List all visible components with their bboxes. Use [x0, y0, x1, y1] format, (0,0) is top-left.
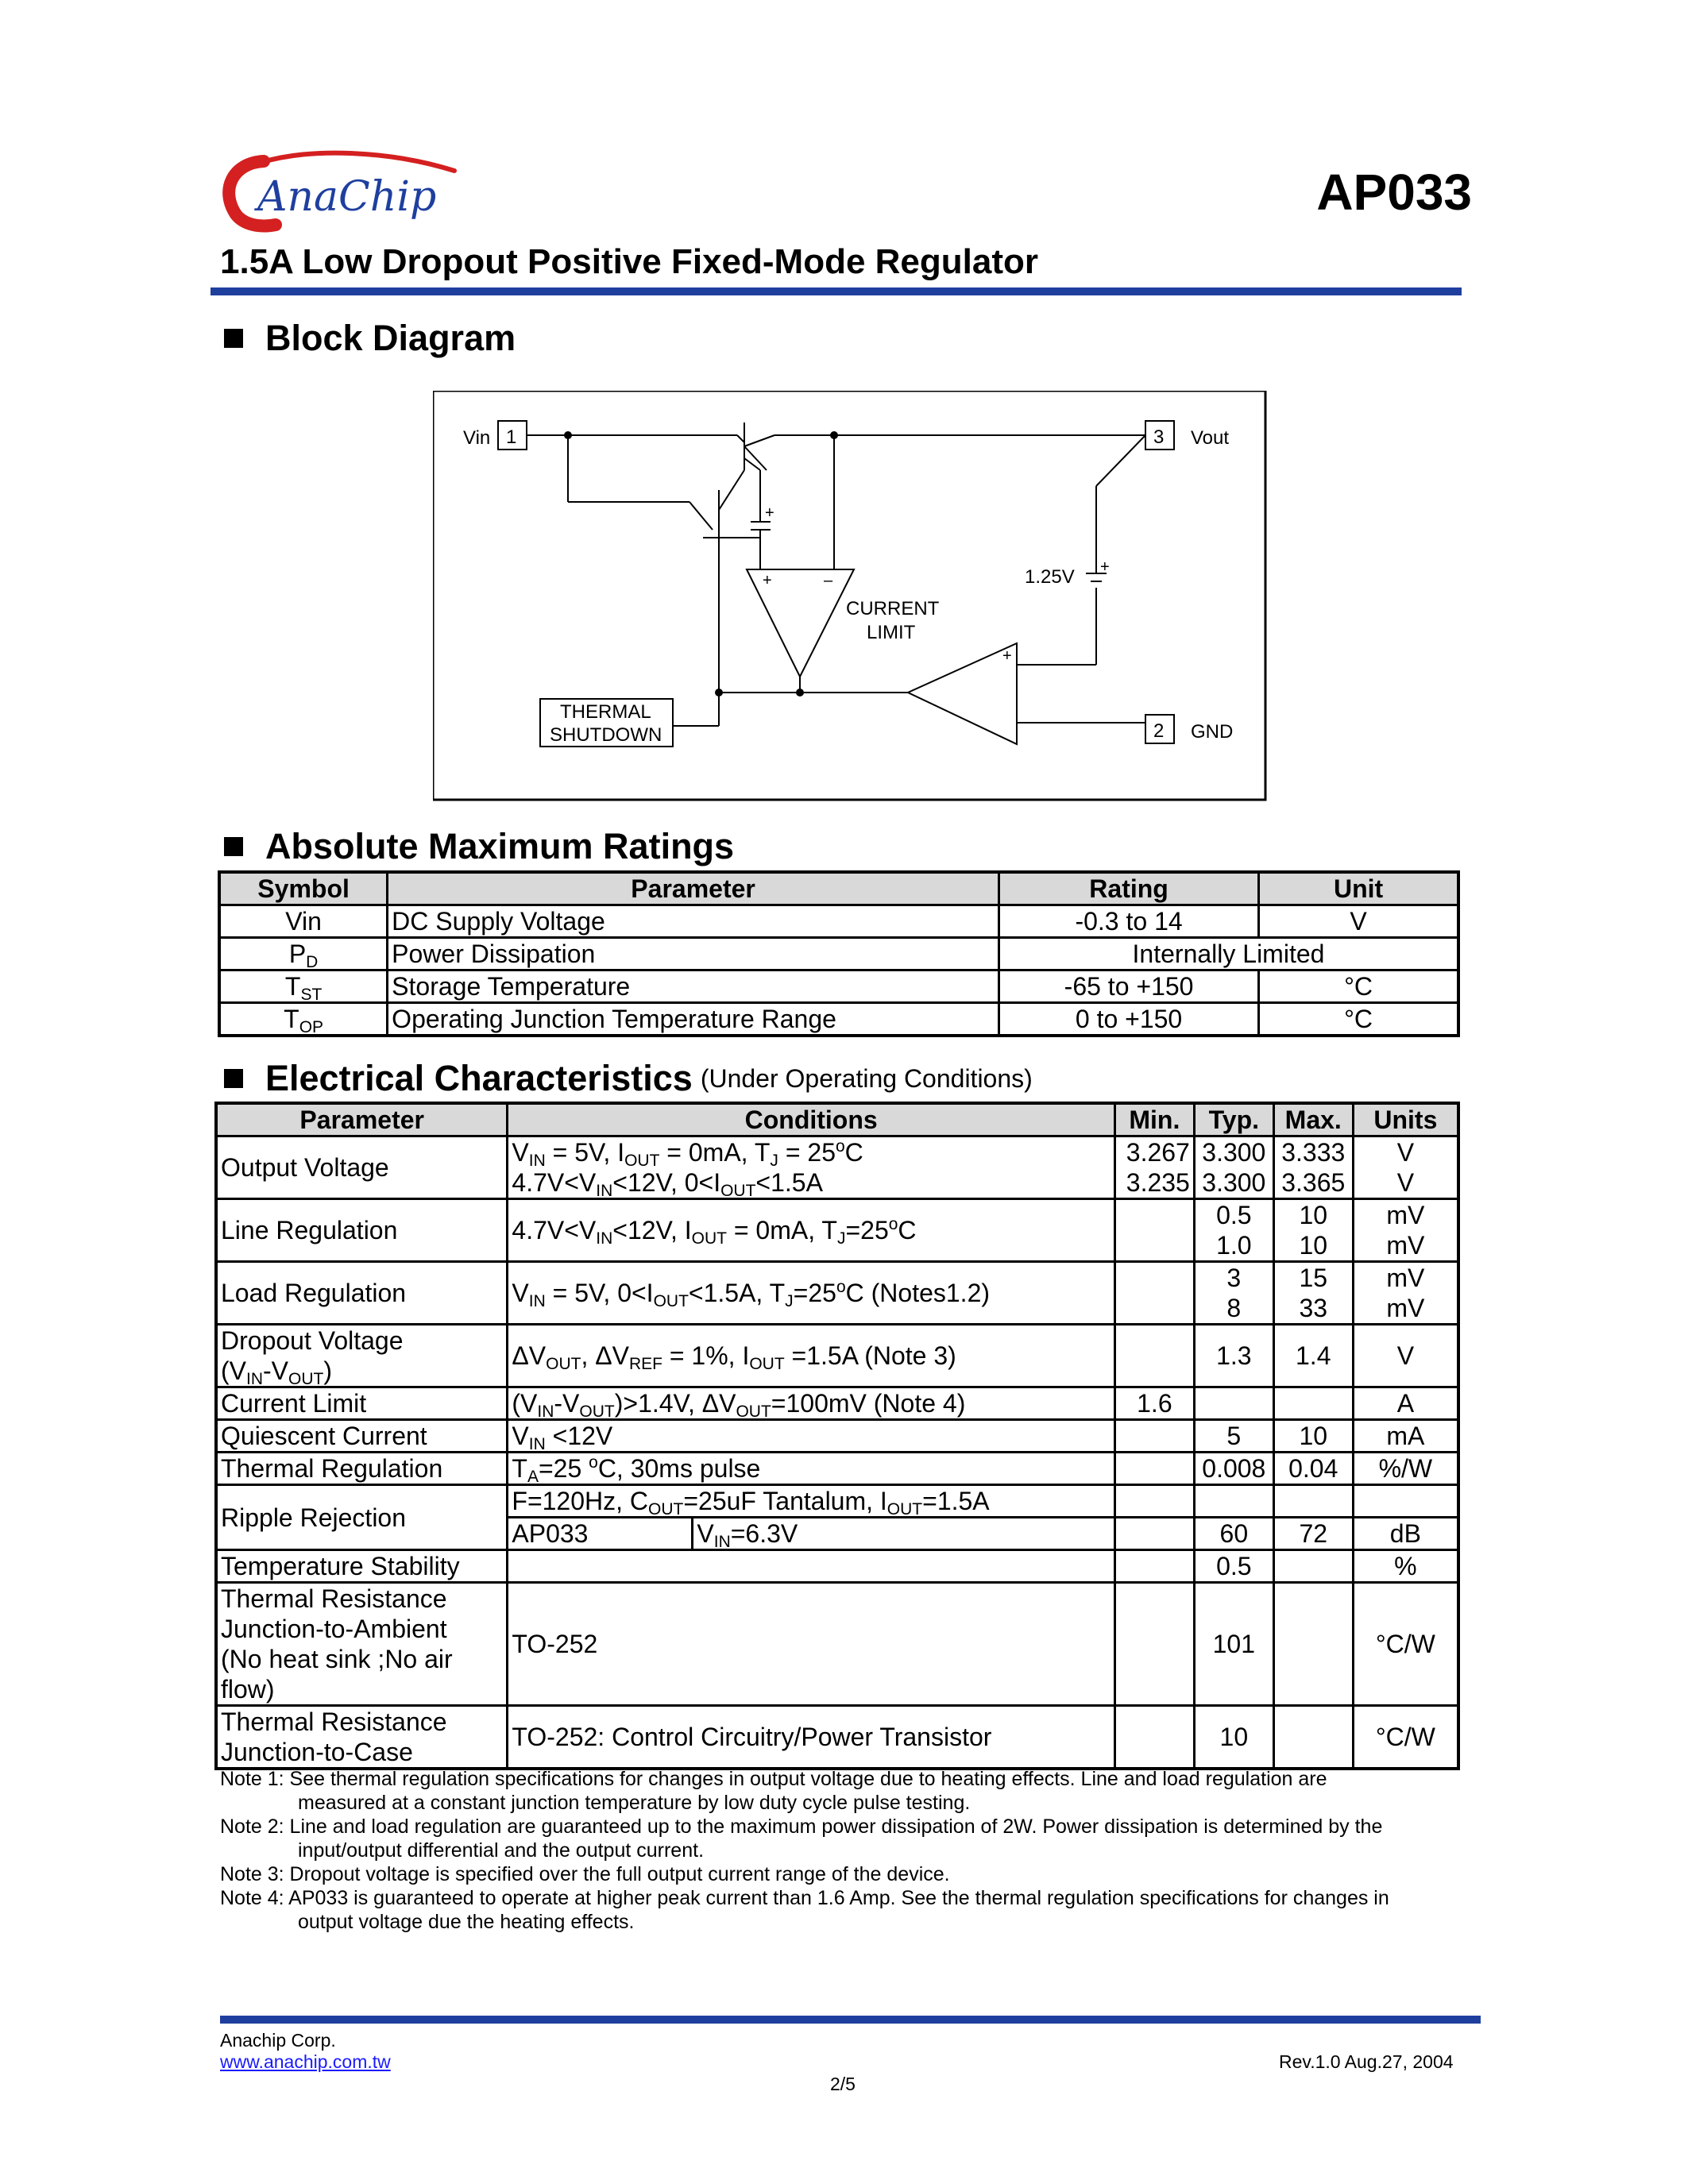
typ-cell: 3 8 — [1194, 1262, 1273, 1325]
abs-max-table — [218, 870, 1460, 1037]
conditions-cell: $V_{IN} = 5V$, $I_{OUT} = 0mA$, $T_J = 25^oC$ $4.7V<V_{IN}<12V$, $0<I_{OUT}<1.5A$ — [508, 1136, 1115, 1199]
rating-cell: Internally Limited — [999, 938, 1458, 970]
min-cell — [1114, 1325, 1194, 1387]
max-cell — [1273, 1583, 1353, 1706]
parameter-cell: Output Voltage — [216, 1136, 508, 1199]
col-header: Parameter — [216, 1103, 508, 1136]
col-header: Symbol — [219, 872, 388, 905]
parameter-cell: Thermal Regulation — [216, 1453, 508, 1485]
bullet-square-icon — [224, 329, 243, 348]
note-4: Note 4: AP033 is guaranteed to operate at higher peak current than 1.6 Amp. See the thermal regulation specifications for changes in output voltage due the heating effects. — [220, 1887, 1389, 1933]
section-title: Electrical Characteristics — [265, 1058, 693, 1098]
units-cell: mV mV — [1353, 1199, 1458, 1262]
table-row — [216, 1583, 1458, 1706]
svg-text:AnaChip: AnaChip — [257, 173, 437, 221]
col-header: Conditions — [508, 1103, 1115, 1136]
plus-sign-1: + — [765, 504, 774, 522]
anachip-logo — [216, 147, 486, 238]
note-3: Note 3: Dropout voltage is specified over the full output current range of the device. — [220, 1863, 950, 1885]
bullet-square-icon — [224, 1069, 243, 1088]
typ-cell: 1.3 — [1194, 1325, 1273, 1387]
max-cell: 1.4 — [1273, 1325, 1353, 1387]
notes-block — [220, 1767, 1475, 1934]
thermal-label-1: THERMAL — [560, 701, 651, 723]
typ-cell: 0.008 — [1194, 1453, 1273, 1485]
conditions-cell: $V_{IN} = 5V$, $0<I_{OUT}<1.5A$, $T_J=25^oC$ (Notes1.2) — [508, 1262, 1115, 1325]
units-cell: % — [1353, 1550, 1458, 1583]
parameter-cell: DC Supply Voltage — [388, 905, 999, 938]
table-row — [219, 1003, 1458, 1036]
table-row — [216, 1387, 1458, 1420]
parameter-cell: Load Regulation — [216, 1262, 508, 1325]
section-electrical — [224, 1058, 1033, 1099]
parameter-cell: Thermal Resistance Junction-to-Ambient (No heat sink ;No air flow) — [216, 1583, 508, 1706]
conditions-cell: TO-252: Control Circuitry/Power Transistor — [508, 1706, 1115, 1769]
col-header: Max. — [1273, 1103, 1353, 1136]
parameter-cell: Ripple Rejection — [216, 1485, 508, 1550]
symbol-cell: $T_{ST}$ — [219, 970, 388, 1003]
units-cell: °C/W — [1353, 1706, 1458, 1769]
units-cell: %/W — [1353, 1453, 1458, 1485]
max-cell — [1273, 1550, 1353, 1583]
unit-cell: °C — [1259, 1003, 1458, 1036]
min-cell — [1114, 1262, 1194, 1325]
typ-cell: 0.5 1.0 — [1194, 1199, 1273, 1262]
units-cell: mV mV — [1353, 1262, 1458, 1325]
note-1: Note 1: See thermal regulation specifications for changes in output voltage due to heating effects. Line and load regulation are measured at a constant junction temperature by low duty cycle pulse testing. — [220, 1768, 1327, 1814]
parameter-cell: Power Dissipation — [388, 938, 999, 970]
table-row — [216, 1706, 1458, 1769]
parameter-cell: Current Limit — [216, 1387, 508, 1420]
typ-cell: 60 — [1194, 1518, 1273, 1550]
symbol-cell: $P_D$ — [219, 938, 388, 970]
footer-company: Anachip Corp. — [220, 2030, 336, 2051]
max-cell: 0.04 — [1273, 1453, 1353, 1485]
section-subtitle: (Under Operating Conditions) — [700, 1063, 1033, 1093]
typ-cell: 3.300 3.300 — [1194, 1136, 1273, 1199]
pin3-number: 3 — [1153, 426, 1165, 448]
typ-cell — [1194, 1485, 1273, 1518]
minus-sign: – — [824, 572, 833, 589]
table-row — [216, 1420, 1458, 1453]
max-cell — [1273, 1706, 1353, 1769]
unit-cell: °C — [1259, 970, 1458, 1003]
typ-cell: 0.5 — [1194, 1550, 1273, 1583]
min-cell — [1114, 1583, 1194, 1706]
reference-voltage-label: 1.25V — [1025, 566, 1075, 588]
table-row — [216, 1325, 1458, 1387]
max-cell: 15 33 — [1273, 1262, 1353, 1325]
max-cell: 3.333 3.365 — [1273, 1136, 1353, 1199]
parameter-cell: Storage Temperature — [388, 970, 999, 1003]
table-row — [216, 1262, 1458, 1325]
parameter-cell: Temperature Stability — [216, 1550, 508, 1583]
document-subtitle: 1.5A Low Dropout Positive Fixed-Mode Regulator — [220, 242, 1039, 281]
table-row — [219, 905, 1458, 938]
max-cell: 72 — [1273, 1518, 1353, 1550]
table-row — [219, 938, 1458, 970]
conditions-cell: TO-252 — [508, 1583, 1115, 1706]
min-cell — [1114, 1453, 1194, 1485]
block-diagram — [433, 391, 1267, 804]
max-cell — [1273, 1387, 1353, 1420]
plus-sign-2: + — [763, 572, 772, 589]
symbol-cell: Vin — [219, 905, 388, 938]
units-cell: V V — [1353, 1136, 1458, 1199]
parameter-cell: Dropout Voltage $(V_{IN}-V_{OUT})$ — [216, 1325, 508, 1387]
typ-cell: 10 — [1194, 1706, 1273, 1769]
pin-vin-label: Vin — [463, 427, 491, 449]
col-header: Rating — [999, 872, 1258, 905]
section-block-diagram — [224, 318, 516, 359]
units-cell: V — [1353, 1325, 1458, 1387]
col-header: Unit — [1259, 872, 1458, 905]
table-header-row — [216, 1103, 1458, 1136]
pin1-number: 1 — [506, 426, 517, 448]
min-cell — [1114, 1706, 1194, 1769]
conditions-cell: $(V_{IN}-V_{OUT})>1.4V$, $\Delta V_{OUT}=100mV$ (Note 4) — [508, 1387, 1115, 1420]
col-header: Typ. — [1194, 1103, 1273, 1136]
electrical-table — [214, 1102, 1460, 1770]
pin-gnd-label: GND — [1191, 721, 1234, 743]
max-cell — [1273, 1485, 1353, 1518]
table-header-row — [219, 872, 1458, 905]
conditions-cell: $\Delta V_{OUT}$, $\Delta V_{REF} = 1\%$, $I_{OUT} =1.5A$ (Note 3) — [508, 1325, 1115, 1387]
conditions-cell: $4.7V<V_{IN}<12V$, $I_{OUT} = 0mA$, $T_J=25^oC$ — [508, 1199, 1115, 1262]
parameter-cell: Operating Junction Temperature Range — [388, 1003, 999, 1036]
col-header: Parameter — [388, 872, 999, 905]
conditions-cell: F=120Hz, $C_{OUT}=25uF$ Tantalum, $I_{OUT}=1.5A$ — [508, 1485, 1115, 1518]
footer-revision: Rev.1.0 Aug.27, 2004 — [1279, 2051, 1454, 2072]
typ-cell: 5 — [1194, 1420, 1273, 1453]
table-row — [216, 1199, 1458, 1262]
footer-website-link[interactable]: www.anachip.com.tw — [220, 2051, 391, 2072]
bullet-square-icon — [224, 837, 243, 856]
pin-vout-label: Vout — [1191, 427, 1230, 449]
table-row — [216, 1453, 1458, 1485]
parameter-cell: Line Regulation — [216, 1199, 508, 1262]
vin-condition: $V_{IN}=6.3V$ — [697, 1519, 798, 1551]
section-title: Absolute Maximum Ratings — [265, 826, 735, 866]
min-cell — [1114, 1420, 1194, 1453]
section-abs-max — [224, 826, 734, 867]
units-cell: A — [1353, 1387, 1458, 1420]
table-row — [216, 1485, 1458, 1518]
table-row — [216, 1136, 1458, 1199]
col-header: Min. — [1114, 1103, 1194, 1136]
rating-cell: -65 to +150 — [999, 970, 1258, 1003]
plus-sign-3: + — [1002, 647, 1012, 665]
min-cell — [1114, 1550, 1194, 1583]
max-cell: 10 — [1273, 1420, 1353, 1453]
min-cell — [1114, 1518, 1194, 1550]
document-id: AP033 — [1316, 164, 1472, 221]
footer-rule — [220, 2016, 1481, 2024]
min-cell: 1.6 — [1114, 1387, 1194, 1420]
units-cell: °C/W — [1353, 1583, 1458, 1706]
parameter-cell: Quiescent Current — [216, 1420, 508, 1453]
rating-cell: 0 to +150 — [999, 1003, 1258, 1036]
conditions-cell — [508, 1550, 1115, 1583]
typ-cell — [1194, 1387, 1273, 1420]
col-header: Units — [1353, 1103, 1458, 1136]
page-number: 2/5 — [830, 2074, 856, 2094]
units-cell — [1353, 1485, 1458, 1518]
pin2-number: 2 — [1153, 720, 1165, 742]
units-cell: dB — [1353, 1518, 1458, 1550]
max-cell: 10 10 — [1273, 1199, 1353, 1262]
table-row — [219, 970, 1458, 1003]
table-row — [216, 1550, 1458, 1583]
symbol-cell: $T_{OP}$ — [219, 1003, 388, 1036]
current-limit-label-2: LIMIT — [867, 622, 916, 643]
conditions-cell: $T_A=25$ $^o$C, 30ms pulse — [508, 1453, 1115, 1485]
min-cell — [1114, 1485, 1194, 1518]
conditions-cell: $V_{IN} <12V$ — [508, 1420, 1115, 1453]
header-rule — [211, 287, 1462, 295]
current-limit-label-1: CURRENT — [846, 598, 940, 619]
min-cell: 3.267 3.235 — [1114, 1136, 1194, 1199]
section-title: Block Diagram — [265, 318, 516, 358]
plus-sign-4: + — [1100, 558, 1110, 576]
min-cell — [1114, 1199, 1194, 1262]
thermal-label-2: SHUTDOWN — [550, 724, 662, 746]
rating-cell: -0.3 to 14 — [999, 905, 1258, 938]
conditions-cell — [508, 1518, 1115, 1550]
note-2: Note 2: Line and load regulation are guaranteed up to the maximum power dissipation of 2W. Power dissipation is determined by the input/output differential and the output current. — [220, 1815, 1383, 1862]
typ-cell: 101 — [1194, 1583, 1273, 1706]
parameter-cell: Thermal Resistance Junction-to-Case — [216, 1706, 508, 1769]
unit-cell: V — [1259, 905, 1458, 938]
units-cell: mA — [1353, 1420, 1458, 1453]
part-number: AP033 — [508, 1518, 693, 1549]
